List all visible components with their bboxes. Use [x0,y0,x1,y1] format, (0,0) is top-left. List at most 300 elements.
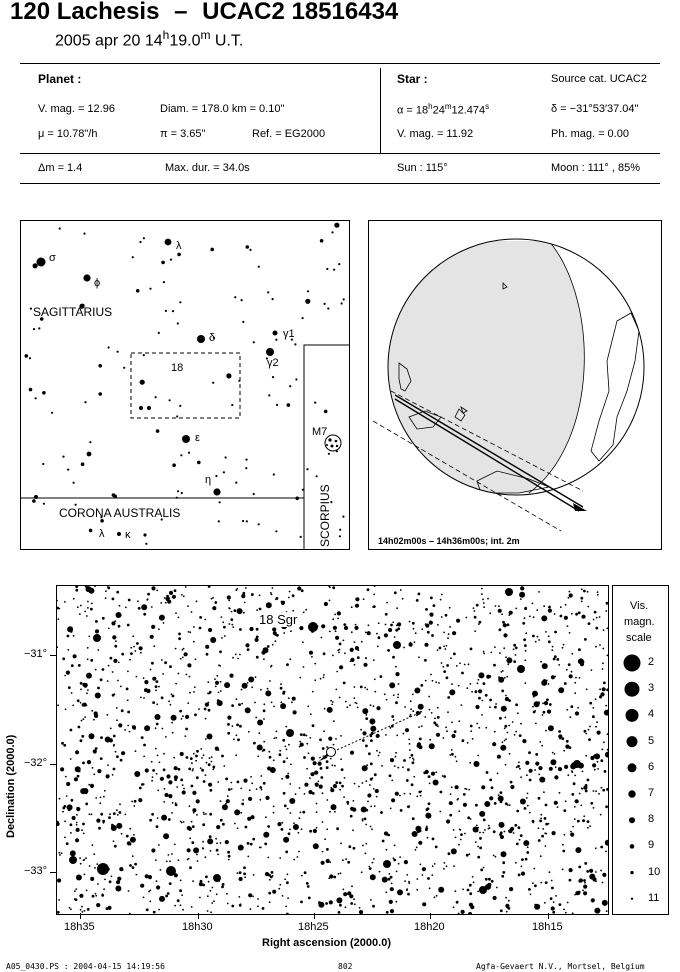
field-star [308,752,310,754]
field-star [79,613,81,615]
finder-bright-star [87,452,92,457]
field-star [527,846,529,848]
field-star [519,839,521,841]
field-star [410,714,412,716]
field-star [169,882,172,885]
field-star [545,823,548,826]
field-star [572,912,574,914]
field-star [61,852,63,854]
field-star [351,631,353,633]
field-star [256,628,259,631]
finder-bright-star [83,274,90,281]
finder-bright-star [117,532,121,536]
field-star [82,788,88,794]
field-star [339,643,342,646]
field-star [396,735,398,737]
field-star [546,680,548,682]
field-star [455,890,457,892]
scale-dot-mag-2 [624,655,641,672]
finder-star [161,261,165,265]
field-star [513,832,515,834]
field-star [548,823,550,825]
field-star [276,731,278,733]
field-star [193,641,195,643]
field-star [351,885,353,887]
field-star [582,661,585,664]
finder-star [305,299,310,304]
field-star [581,788,583,790]
field-star [389,682,395,688]
field-star [70,832,72,834]
field-star [259,786,262,789]
field-star [365,745,368,748]
field-star [70,823,73,826]
finder-star [181,492,183,494]
field-star [227,595,231,599]
field-star [221,755,224,758]
field-star [540,882,542,884]
field-star [513,649,515,651]
field-star [464,833,466,835]
field-star [551,887,554,890]
field-star [155,859,157,861]
field-star [97,769,101,773]
field-star [331,764,333,766]
field-star [370,704,372,706]
field-star [96,819,100,823]
field-star [160,602,162,604]
field-star [189,866,192,869]
field-star [587,606,589,608]
field-star [171,715,177,721]
field-star [479,837,482,840]
field-star [446,819,450,823]
field-star [99,802,101,804]
field-star [287,808,289,810]
field-star [183,595,185,597]
field-star [279,750,281,752]
field-star [446,645,448,647]
scale-label-mag-4: 4 [648,708,655,721]
field-star [86,673,92,679]
field-star [500,835,504,839]
field-star [234,609,237,612]
field-star [320,767,323,770]
field-star [271,593,273,595]
field-star [367,801,369,803]
field-star [553,901,555,903]
field-star [227,723,230,726]
field-star [272,644,274,646]
field-star [495,856,497,858]
field-star [360,729,362,731]
field-star [74,898,76,900]
field-star [143,897,145,899]
scale-dot-mag-5 [627,736,638,747]
field-star [354,626,358,630]
field-star [332,586,335,589]
field-star [281,778,283,780]
field-star [545,881,548,884]
field-star [234,809,240,815]
field-bright-star [93,634,101,642]
field-star [527,793,529,795]
field-star [151,586,155,590]
finder-star [258,266,260,268]
field-star [239,871,242,874]
date-min: 19.0 [169,32,201,50]
field-star [199,616,202,619]
field-star [543,791,545,793]
detail-chart [56,585,609,915]
field-star [385,613,388,616]
field-star [363,598,365,600]
field-star [566,709,568,711]
field-star [98,827,101,830]
field-star [247,856,249,858]
field-star [468,663,470,665]
field-star [265,816,267,818]
field-star [264,843,267,846]
field-star [292,594,295,597]
finder-star [136,289,140,293]
field-star [182,790,186,794]
field-star [82,705,84,707]
field-star [355,604,359,608]
field-star [514,734,516,736]
field-star [565,800,567,802]
field-star [602,882,604,884]
field-star [197,860,199,862]
field-star [259,608,262,611]
field-star [585,784,588,787]
field-star [379,752,381,754]
field-star [335,630,337,632]
finder-star [234,296,236,298]
field-bright-star [286,729,294,737]
field-star [215,686,217,688]
field-star [374,586,376,587]
field-star [335,689,337,691]
field-star [252,896,254,898]
field-star [289,783,291,785]
field-star [524,644,527,647]
field-star [506,911,508,913]
field-star [410,708,412,710]
field-star [195,658,197,660]
field-star [136,642,139,645]
field-star [330,700,332,702]
field-star [72,705,74,707]
field-star [214,601,217,604]
field-star [479,621,482,624]
field-star [405,728,409,732]
field-star [152,701,155,704]
field-star [96,903,100,907]
field-star [318,762,322,766]
field-star [134,800,137,803]
field-star [468,912,472,914]
field-star [338,911,341,914]
field-star [476,604,479,607]
field-star [504,728,506,730]
field-star [507,623,510,626]
star-phmag: Ph. mag. = 0.00 [551,128,629,140]
field-star [62,807,65,810]
field-star [117,814,119,816]
field-star [134,863,137,866]
field-star [257,745,263,751]
field-star [141,604,147,610]
field-star [297,586,301,590]
field-star [273,706,275,708]
field-star [554,655,557,658]
field-star [90,784,94,788]
scale-title-1: Vis. [630,600,649,612]
field-star [180,752,184,756]
field-star [369,784,371,786]
field-star [350,902,353,905]
finder-star [246,520,248,522]
field-star [114,620,116,622]
field-star [322,792,324,794]
finder-star [42,463,44,465]
field-star [421,628,423,630]
field-star [428,775,431,778]
field-star [156,680,159,683]
field-star [387,834,390,837]
field-star [248,797,252,801]
field-star [350,807,354,811]
field-star [554,801,558,805]
field-star [424,643,428,647]
field-star [488,675,491,678]
field-star [223,765,225,767]
field-star [228,859,230,861]
field-star [192,791,196,795]
field-star [134,771,140,777]
field-star [538,639,540,641]
field-star [411,754,414,757]
field-star [125,607,127,609]
field-star [542,828,544,830]
field-star [95,797,97,799]
field-star [478,623,480,625]
scale-label-mag-7: 7 [648,787,655,799]
field-star [129,828,131,830]
field-star [424,659,427,662]
finder-star [326,268,328,270]
field-star [583,879,586,882]
field-star [76,807,78,809]
field-star [168,854,170,856]
field-star [220,819,223,822]
field-star [67,635,70,638]
field-star [500,671,502,673]
title-dash: – [174,0,188,25]
field-star [227,732,230,735]
field-star [392,656,395,659]
field-star [263,832,269,838]
field-star [93,749,97,753]
finder-star [287,403,291,407]
field-star [97,649,99,651]
field-star [483,682,486,685]
field-star [138,798,142,802]
field-star [411,783,414,786]
field-star [440,791,443,794]
field-star [545,631,547,633]
field-star [422,874,424,876]
field-star [155,748,157,750]
field-star [390,909,394,913]
field-star [333,720,335,722]
field-star [603,741,605,743]
field-star [302,811,305,814]
field-star [503,623,507,627]
field-star [353,800,355,802]
field-star [443,775,446,778]
field-star [227,851,230,854]
field-star [407,893,410,896]
scorpius-label: SCORPIUS [318,484,332,547]
field-star [423,771,426,774]
xtick-label-2: 18h30 [182,921,213,933]
field-star [395,701,398,704]
field-star [412,761,415,764]
field-star [130,647,132,649]
field-star [376,750,378,752]
field-star [316,803,318,805]
finder-star [35,397,37,399]
field-star [331,804,337,810]
field-star [151,761,153,763]
field-star [394,765,396,767]
field-star [112,635,116,639]
field-star [414,688,420,694]
field-star [390,758,394,762]
field-star [324,708,326,710]
field-star [205,774,207,776]
field-star [108,628,110,630]
field-star [323,677,325,679]
field-star [174,905,176,907]
field-star [574,818,576,820]
field-star [189,692,191,694]
field-star [130,652,133,655]
field-star [65,776,67,778]
star-source: Source cat. UCAC2 [551,73,647,85]
field-star [144,680,148,684]
field-star [280,687,283,690]
field-star [513,660,516,663]
field-star [127,841,131,845]
field-star [470,725,473,728]
field-star [500,909,503,912]
field-star [299,626,303,630]
field-star [150,635,154,639]
field-star [474,610,476,612]
field-star [319,738,322,741]
field-star [165,736,167,738]
field-star [558,734,562,738]
field-star [403,759,406,762]
field-star [87,601,89,603]
field-star [578,866,581,869]
field-star [494,731,496,733]
field-star [65,708,67,710]
field-star [152,677,156,681]
field-star [370,806,372,808]
field-star [287,873,289,875]
field-star [290,630,292,632]
field-star [396,871,398,873]
field-star [428,802,431,805]
field-star [333,784,337,788]
field-star [599,644,601,646]
field-star [184,652,188,656]
field-star [574,806,576,808]
field-star [113,659,117,663]
field-star [121,709,124,712]
ytick-label-3: −33° [24,865,48,877]
field-star [80,605,82,607]
field-star [281,828,284,831]
field-star [103,796,105,798]
field-star [151,780,153,782]
field-star [478,727,480,729]
field-star [156,885,160,889]
field-star [271,702,273,704]
field-star [560,615,563,618]
field-star [520,586,524,590]
field-star [558,664,560,666]
field-star [507,663,509,665]
field-star [241,703,243,705]
field-star [70,758,72,760]
field-star [322,821,324,823]
field-star [373,858,375,860]
field-star [112,774,114,776]
field-star [497,773,499,775]
field-star [535,762,539,766]
field-star [420,791,422,793]
field-star [394,845,396,847]
finder-star [272,376,274,378]
field-star [375,789,379,793]
field-star [210,850,212,852]
field-star [362,765,368,771]
field-star [567,902,569,904]
field-star [95,620,98,623]
field-star [178,617,180,619]
field-star [188,631,190,633]
field-star [388,628,392,632]
field-star [500,745,506,751]
field-star [134,650,136,652]
field-star [424,716,426,718]
field-star [394,636,396,638]
field-star [464,664,466,666]
field-star [365,824,367,826]
field-star [506,657,512,663]
field-star [156,880,158,882]
field-star [237,738,240,741]
field-star [239,628,242,631]
field-star [456,665,458,667]
finder-star [306,468,308,470]
finder-star [268,394,270,396]
